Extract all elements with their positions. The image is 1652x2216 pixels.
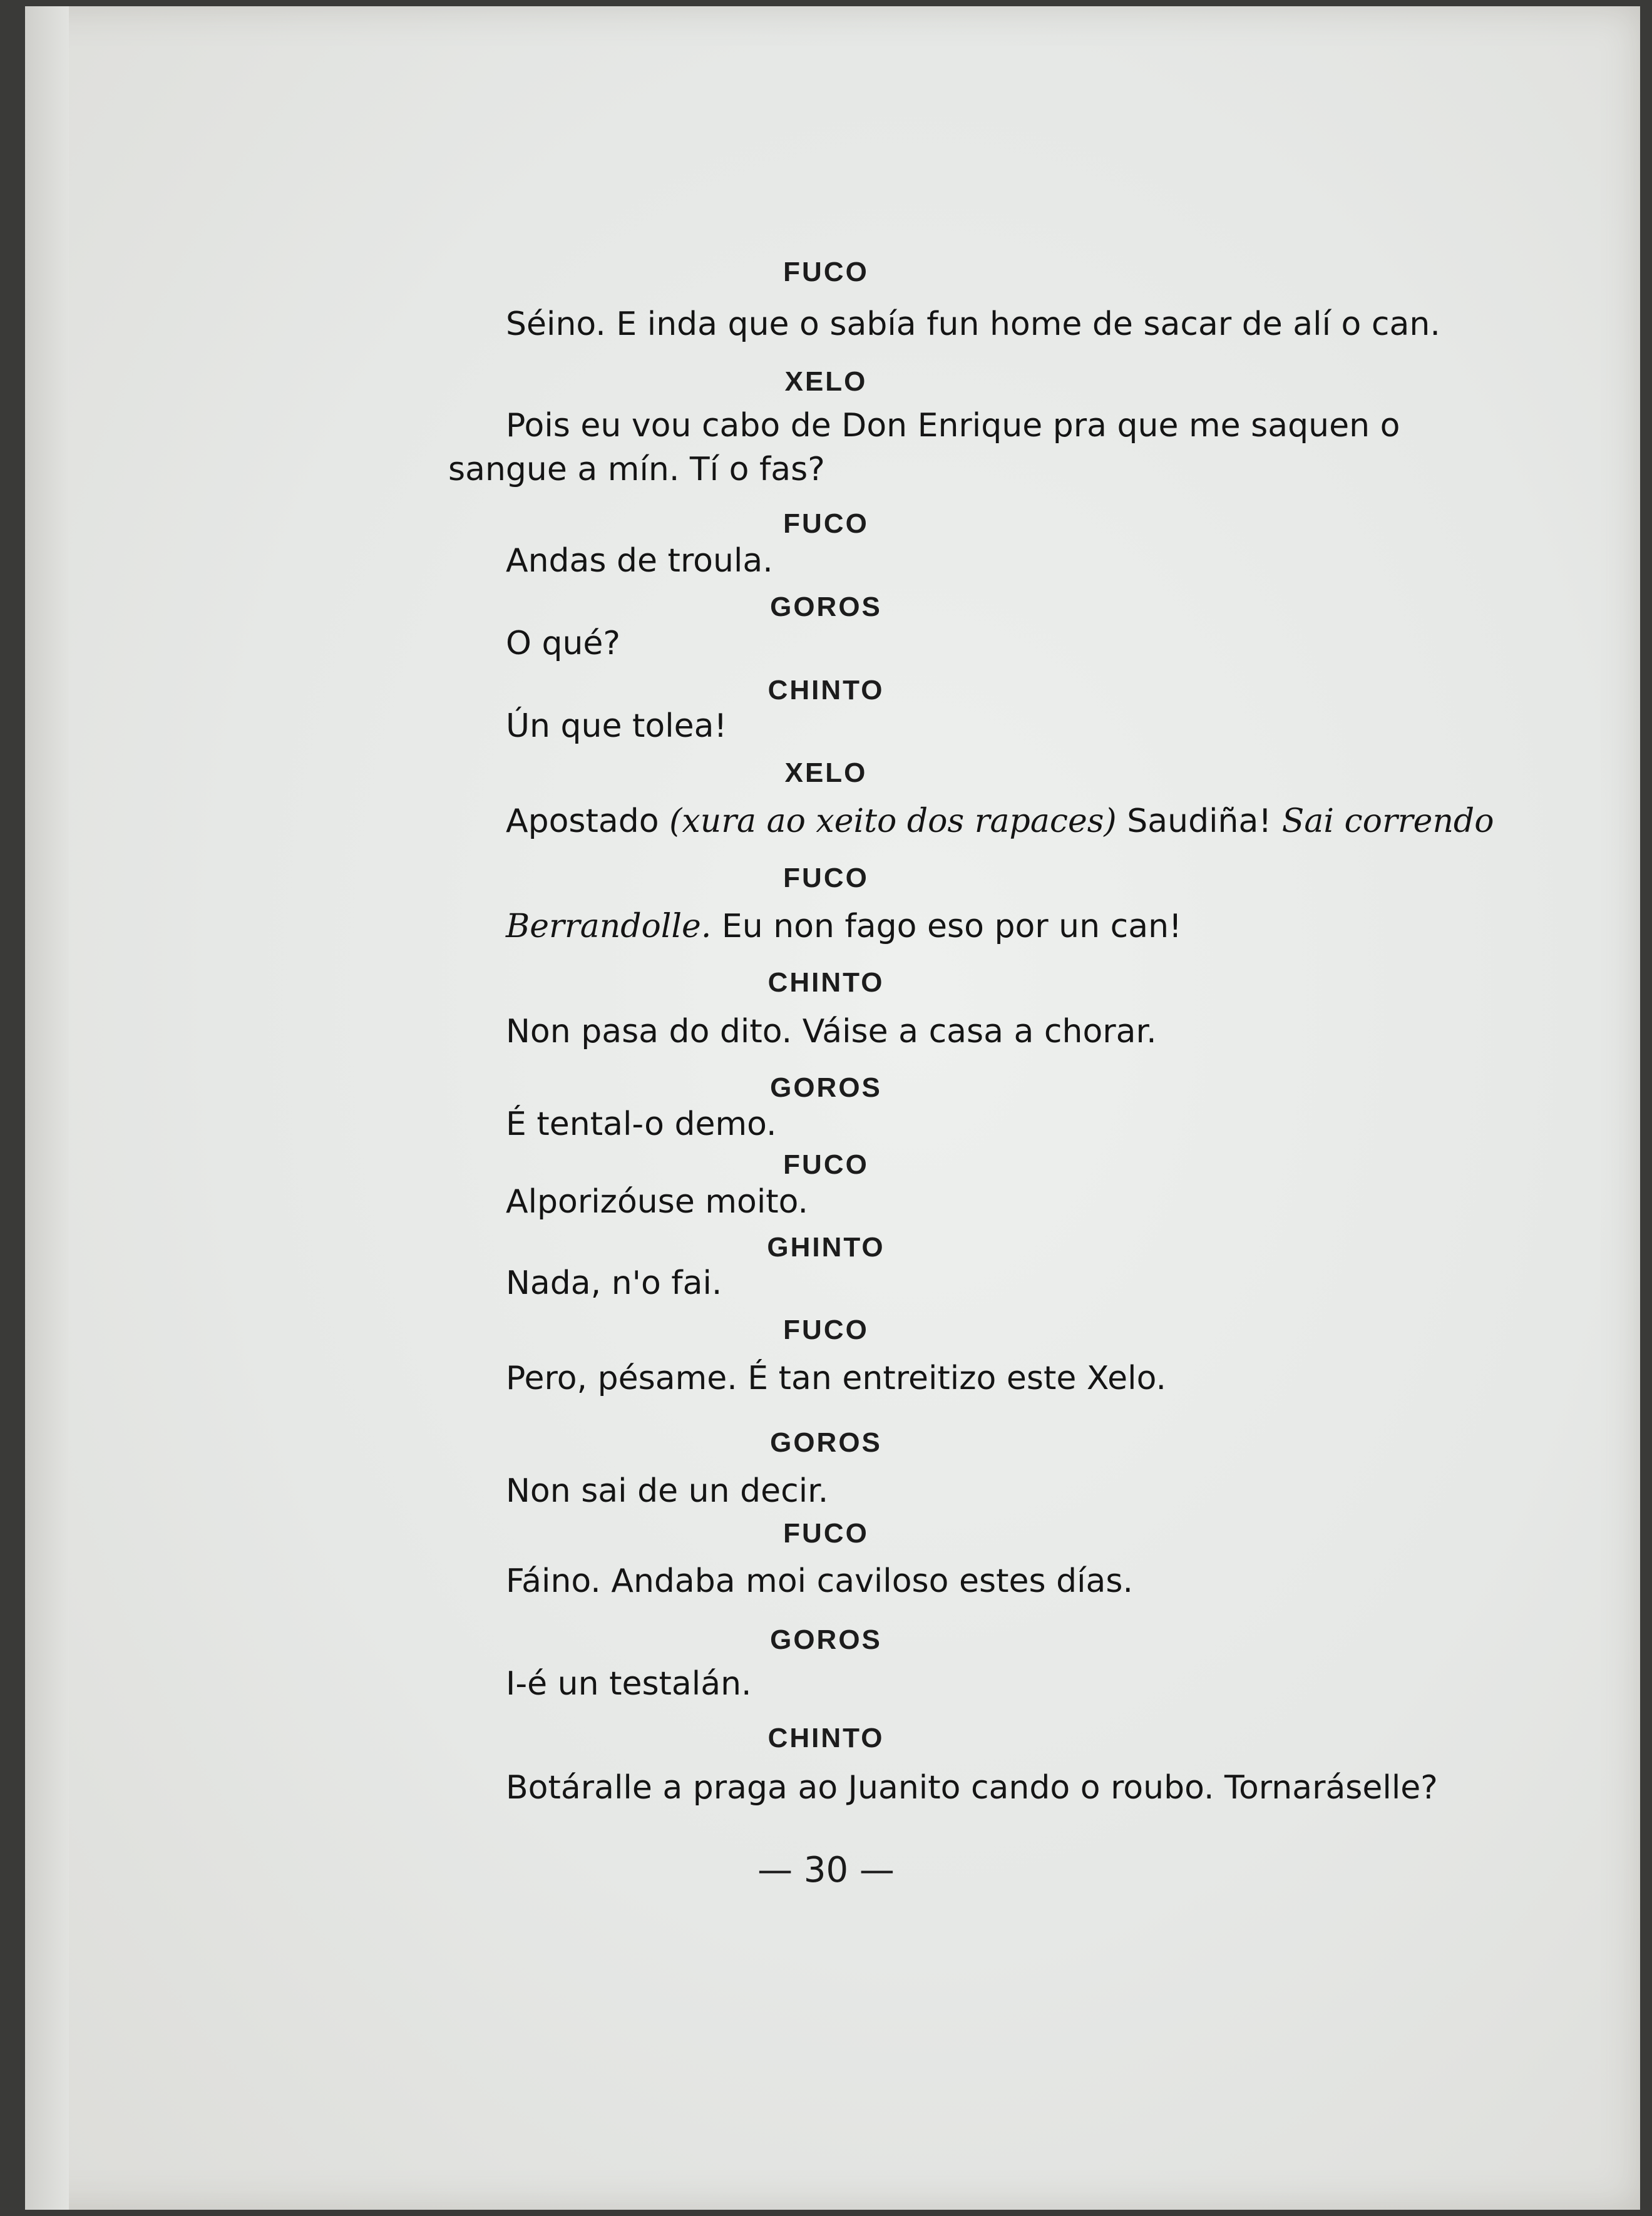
dialogue-line-continued: sangue a mín. Tí o fas?: [448, 451, 825, 488]
speaker-name: FUCO: [783, 1149, 869, 1180]
stage-direction: Sai correndo: [1281, 803, 1494, 840]
dialogue-line: [506, 908, 1182, 945]
dialogue-text: Eu non fago eso por un can!: [711, 908, 1182, 945]
dialogue-line: O qué?: [506, 625, 621, 662]
dialogue-line: Pois eu vou cabo de Don Enrique pra que me saquen o: [506, 407, 1400, 444]
dialogue-text: Apostado: [506, 803, 670, 840]
speaker-name: FUCO: [783, 863, 869, 893]
speaker-name: FUCO: [783, 508, 869, 539]
dialogue-line: Séino. E inda que o sabía fun home de sacar de alí o can.: [506, 305, 1440, 343]
dialogue-line: Nada, n'o fai.: [506, 1264, 722, 1302]
speaker-name: CHINTO: [767, 1723, 885, 1753]
dialogue-line: Andas de troula.: [506, 542, 773, 580]
speaker-name: CHINTO: [767, 675, 885, 705]
speaker-name: GOROS: [770, 1624, 882, 1655]
dialogue-line: I-é un testalán.: [506, 1665, 752, 1703]
speaker-name: GOROS: [770, 1427, 882, 1458]
page-number: — 30 —: [757, 1850, 895, 1890]
dialogue-line: Fáino. Andaba moi caviloso estes días.: [506, 1562, 1134, 1600]
dialogue-text: Saudiña!: [1116, 803, 1282, 840]
speaker-name: CHINTO: [767, 967, 885, 998]
speaker-name: FUCO: [783, 1518, 869, 1549]
speaker-name: XELO: [784, 757, 868, 788]
speaker-name: GOROS: [770, 592, 882, 622]
speaker-name: GOROS: [770, 1072, 882, 1103]
stage-direction: (xura ao xeito dos rapaces): [669, 803, 1117, 840]
dialogue-line: Botáralle a praga ao Juanito cando o roubo. Tornaráselle?: [506, 1769, 1438, 1807]
dialogue-line: [506, 803, 1494, 840]
speaker-name: FUCO: [783, 257, 869, 287]
speaker-name: XELO: [784, 366, 868, 397]
dialogue-line: Non sai de un decir.: [506, 1472, 829, 1510]
dialogue-line: Ún que tolea!: [506, 707, 727, 745]
stage-direction: Berrandolle.: [506, 908, 712, 945]
dialogue-line: Non pasa do dito. Váise a casa a chorar.: [506, 1013, 1157, 1050]
dialogue-line: É tental-o demo.: [506, 1105, 777, 1143]
speaker-name: FUCO: [783, 1315, 869, 1345]
dialogue-line: Alporizóuse moito.: [506, 1183, 809, 1221]
dialogue-line: Pero, pésame. É tan entreitizo este Xelo.: [506, 1360, 1167, 1397]
speaker-name: GHINTO: [767, 1232, 885, 1263]
